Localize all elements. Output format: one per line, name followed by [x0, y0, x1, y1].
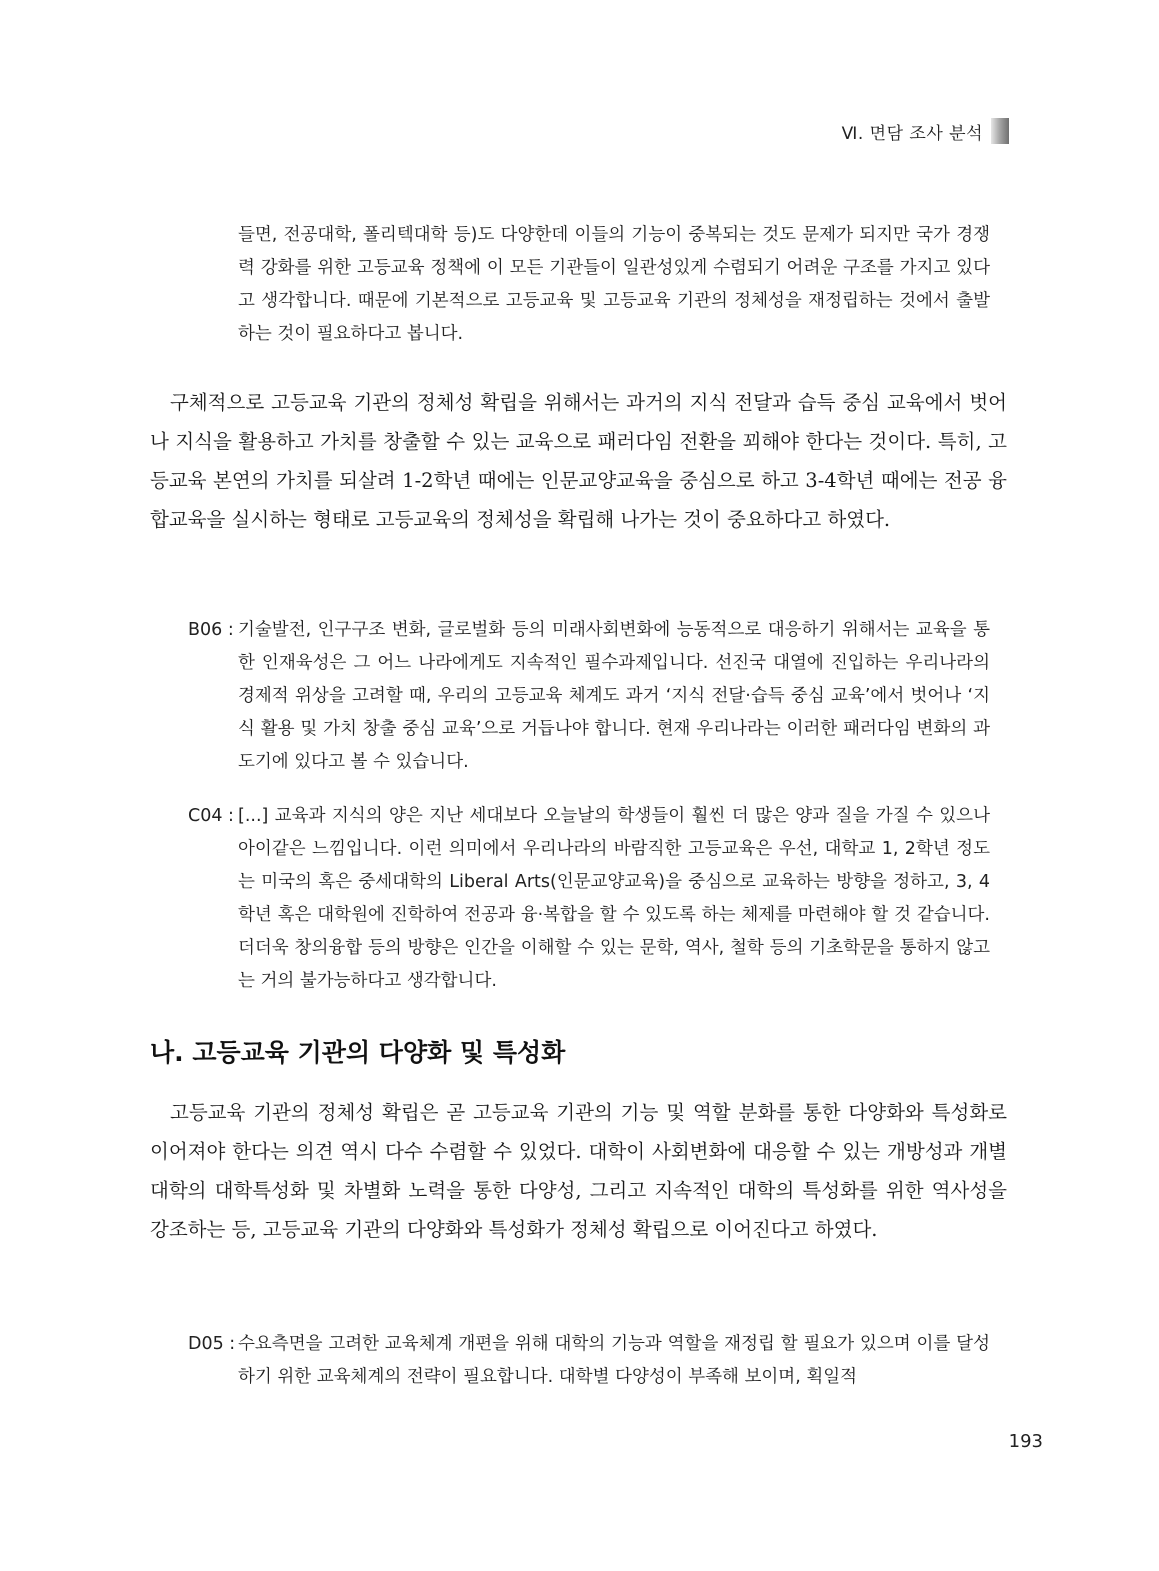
quote-id-c04: C04 :: [188, 806, 234, 826]
section-heading: 나. 고등교육 기관의 다양화 및 특성화: [150, 1038, 566, 1067]
page-number: 193: [1008, 1431, 1043, 1452]
body-paragraph-identity: 구체적으로 고등교육 기관의 정체성 확립을 위해서는 과거의 지식 전달과 습득 중심 교육에서 벗어나 지식을 활용하고 가치를 창출할 수 있는 교육으로 패러다임 전환을 꾀해야 한다는 것이다. 특히, 고등교육 본연의 가치를 되살려 1-2학년 때에는 인문교양교육을 중심으로 하고 3-4학년 때에는 전공 융합교육을 실시하는 형태로 고등교육의 정체성을 확립해 나가는 것이 중요하다고 하였다.: [150, 391, 1007, 531]
quote-b06: 기술발전, 인구구조 변화, 글로벌화 등의 미래사회변화에 능동적으로 대응하기 위해서는 교육을 통한 인재육성은 그 어느 나라에게도 지속적인 필수과제입니다. 선진국 대열에 진입하는 우리나라의 경제적 위상을 고려할 때, 우리의 고등교육 체계도 과거 ‘지식 전달·습득 중심 교육’에서 벗어나 ‘지식 활용 및 가치 창출 중심 교육’으로 거듭나야 합니다. 현재 우리나라는 이러한 패러다임 변화의 과도기에 있다고 볼 수 있습니다.: [238, 620, 990, 772]
chapter-title: Ⅵ. 면담 조사 분석: [841, 123, 983, 144]
quote-c04: [...] 교육과 지식의 양은 지난 세대보다 오늘날의 학생들이 훨씬 더 많은 양과 질을 가질 수 있으나 아이같은 느낌입니다. 이런 의미에서 우리나라의 바람직한 고등교육은 우선, 대학교 1, 2학년 정도는 미국의 혹은 중세대학의 Liberal Arts(인문교양교육)을 중심으로 교육하는 방향을 정하고, 3, 4학년 혹은 대학원에 진학하여 전공과 융·복합을 할 수 있도록 하는 체제를 마련해야 할 것 같습니다. 더더욱 창의융합 등의 방향은 인간을 이해할 수 있는 문학, 역사, 철학 등의 기초학문을 통하지 않고는 거의 불가능하다고 생각합니다.: [238, 806, 990, 991]
body-paragraph-diversification: 고등교육 기관의 정체성 확립은 곧 고등교육 기관의 기능 및 역할 분화를 통한 다양화와 특성화로 이어져야 한다는 의견 역시 다수 수렴할 수 있었다. 대학이 사회변화에 대응할 수 있는 개방성과 개별대학의 대학특성화 및 차별화 노력을 통한 다양성, 그리고 지속적인 대학의 특성화를 위한 역사성을 강조하는 등, 고등교육 기관의 다양화와 특성화가 정체성 확립으로 이어진다고 하였다.: [150, 1101, 1007, 1241]
header-gradient-bar: [991, 118, 1009, 144]
quote-d05: 수요측면을 고려한 교육체계 개편을 위해 대학의 기능과 역할을 재정립 할 필요가 있으며 이를 달성하기 위한 교육체계의 전략이 필요합니다. 대학별 다양성이 부족해 보이며, 획일적: [238, 1334, 990, 1387]
quote-id-d05: D05 :: [188, 1334, 236, 1354]
quote-continued: 들면, 전공대학, 폴리텍대학 등)도 다양한데 이들의 기능이 중복되는 것도 문제가 되지만 국가 경쟁력 강화를 위한 고등교육 정책에 이 모든 기관들이 일관성있게 수렴되기 어려운 구조를 가지고 있다고 생각합니다. 때문에 기본적으로 고등교육 및 고등교육 기관의 정체성을 재정립하는 것에서 출발하는 것이 필요하다고 봅니다.: [238, 225, 990, 344]
quote-id-b06: B06 :: [188, 620, 234, 640]
running-header: [842, 118, 1009, 144]
